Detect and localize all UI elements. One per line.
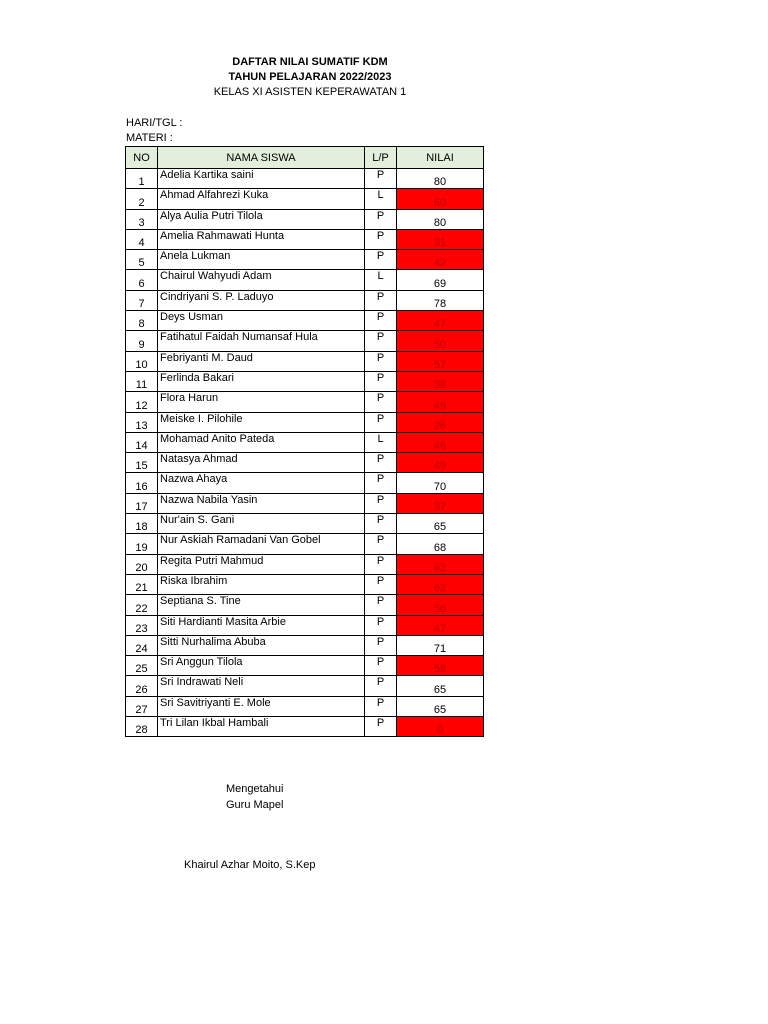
- student-score: 50: [397, 331, 484, 351]
- column-header-name: NAMA SISWA: [158, 147, 365, 169]
- student-score: 69: [397, 270, 484, 290]
- student-score: 0: [397, 717, 484, 737]
- student-name: Nazwa Ahaya: [158, 473, 365, 493]
- student-name: Cindriyani S. P. Laduyo: [158, 290, 365, 310]
- student-gender: P: [365, 311, 397, 331]
- row-number: 27: [126, 696, 158, 716]
- table-row: [126, 656, 484, 676]
- table-row: [126, 473, 484, 493]
- class-name: KELAS XI ASISTEN KEPERAWATAN 1: [213, 86, 407, 98]
- student-name: Sri Anggun Tilola: [158, 656, 365, 676]
- teacher-name: Khairul Azhar Moito, S.Kep: [184, 859, 316, 871]
- student-name: Septiana S. Tine: [158, 595, 365, 615]
- student-gender: P: [365, 635, 397, 655]
- grades-table: [125, 146, 484, 737]
- row-number: 19: [126, 534, 158, 554]
- student-score: 49: [397, 453, 484, 473]
- table-row: [126, 229, 484, 249]
- student-gender: L: [365, 189, 397, 209]
- row-number: 23: [126, 615, 158, 635]
- student-name: Mohamad Anito Pateda: [158, 432, 365, 452]
- student-name: Fatihatul Faidah Numansaf Hula: [158, 331, 365, 351]
- student-gender: P: [365, 574, 397, 594]
- student-score: 80: [397, 209, 484, 229]
- student-name: Anela Lukman: [158, 250, 365, 270]
- student-name: Ferlinda Bakari: [158, 371, 365, 391]
- student-score: 65: [397, 696, 484, 716]
- table-header-row: [126, 147, 484, 169]
- row-number: 7: [126, 290, 158, 310]
- student-score: 71: [397, 635, 484, 655]
- student-gender: P: [365, 717, 397, 737]
- student-gender: P: [365, 412, 397, 432]
- row-number: 15: [126, 453, 158, 473]
- table-row: [126, 615, 484, 635]
- student-name: Siti Hardianti Masita Arbie: [158, 615, 365, 635]
- student-name: Nazwa Nabila Yasin: [158, 493, 365, 513]
- subject-label: MATERI :: [126, 132, 173, 144]
- student-score: 47: [397, 311, 484, 331]
- student-gender: P: [365, 615, 397, 635]
- student-score: 46: [397, 432, 484, 452]
- table-row: [126, 331, 484, 351]
- student-name: Natasya Ahmad: [158, 453, 365, 473]
- table-row: [126, 635, 484, 655]
- student-name: Alya Aulia Putri Tilola: [158, 209, 365, 229]
- row-number: 16: [126, 473, 158, 493]
- student-name: Sri Indrawati Neli: [158, 676, 365, 696]
- student-name: Flora Harun: [158, 392, 365, 412]
- student-name: Amelia Rahmawati Hunta: [158, 229, 365, 249]
- student-score: 60: [397, 189, 484, 209]
- row-number: 17: [126, 493, 158, 513]
- row-number: 12: [126, 392, 158, 412]
- table-row: [126, 351, 484, 371]
- table-row: [126, 392, 484, 412]
- student-name: Chairul Wahyudi Adam: [158, 270, 365, 290]
- row-number: 26: [126, 676, 158, 696]
- row-number: 1: [126, 169, 158, 189]
- student-score: 65: [397, 676, 484, 696]
- student-score: 38: [397, 371, 484, 391]
- student-name: Ahmad Alfahrezi Kuka: [158, 189, 365, 209]
- student-gender: P: [365, 534, 397, 554]
- table-row: [126, 189, 484, 209]
- student-name: Regita Putri Mahmud: [158, 554, 365, 574]
- student-name: Tri Lilan Ikbal Hambali: [158, 717, 365, 737]
- row-number: 3: [126, 209, 158, 229]
- row-number: 28: [126, 717, 158, 737]
- table-row: [126, 453, 484, 473]
- table-row: [126, 554, 484, 574]
- student-gender: P: [365, 473, 397, 493]
- row-number: 21: [126, 574, 158, 594]
- student-gender: P: [365, 514, 397, 534]
- document-title: DAFTAR NILAI SUMATIF KDM: [232, 56, 388, 68]
- student-gender: P: [365, 371, 397, 391]
- row-number: 2: [126, 189, 158, 209]
- student-gender: P: [365, 331, 397, 351]
- student-score: 49: [397, 392, 484, 412]
- row-number: 10: [126, 351, 158, 371]
- row-number: 9: [126, 331, 158, 351]
- row-number: 13: [126, 412, 158, 432]
- student-name: Sri Savitriyanti E. Mole: [158, 696, 365, 716]
- student-gender: P: [365, 250, 397, 270]
- row-number: 24: [126, 635, 158, 655]
- student-score: 65: [397, 514, 484, 534]
- student-gender: P: [365, 696, 397, 716]
- student-gender: P: [365, 595, 397, 615]
- student-gender: P: [365, 453, 397, 473]
- table-row: [126, 209, 484, 229]
- row-number: 14: [126, 432, 158, 452]
- student-gender: P: [365, 392, 397, 412]
- table-row: [126, 574, 484, 594]
- student-gender: L: [365, 270, 397, 290]
- student-gender: P: [365, 351, 397, 371]
- student-score: 57: [397, 351, 484, 371]
- student-score: 62: [397, 574, 484, 594]
- student-score: 37: [397, 493, 484, 513]
- student-score: 78: [397, 290, 484, 310]
- row-number: 20: [126, 554, 158, 574]
- student-name: Adelia Kartika saini: [158, 169, 365, 189]
- table-row: [126, 493, 484, 513]
- academic-year: TAHUN PELAJARAN 2022/2023: [228, 71, 392, 83]
- row-number: 18: [126, 514, 158, 534]
- student-gender: P: [365, 554, 397, 574]
- table-row: [126, 311, 484, 331]
- student-gender: P: [365, 493, 397, 513]
- teacher-role: Guru Mapel: [226, 799, 284, 811]
- row-number: 6: [126, 270, 158, 290]
- table-row: [126, 412, 484, 432]
- student-score: 47: [397, 615, 484, 635]
- table-row: [126, 717, 484, 737]
- acknowledge-label: Mengetahui: [226, 783, 284, 795]
- table-row: [126, 250, 484, 270]
- table-row: [126, 595, 484, 615]
- table-row: [126, 514, 484, 534]
- student-name: Riska Ibrahim: [158, 574, 365, 594]
- student-name: Sitti Nurhalima Abuba: [158, 635, 365, 655]
- student-gender: P: [365, 209, 397, 229]
- student-name: Meiske I. Pilohile: [158, 412, 365, 432]
- column-header-score: NILAI: [397, 147, 484, 169]
- table-row: [126, 290, 484, 310]
- table-row: [126, 676, 484, 696]
- student-score: 31: [397, 229, 484, 249]
- row-number: 4: [126, 229, 158, 249]
- column-header-no: NO: [126, 147, 158, 169]
- student-gender: P: [365, 676, 397, 696]
- row-number: 5: [126, 250, 158, 270]
- student-name: Nur Askiah Ramadani Van Gobel: [158, 534, 365, 554]
- student-score: 56: [397, 595, 484, 615]
- student-name: Deys Usman: [158, 311, 365, 331]
- student-name: Nur'ain S. Gani: [158, 514, 365, 534]
- student-gender: P: [365, 229, 397, 249]
- date-label: HARI/TGL :: [126, 117, 183, 129]
- student-score: 58: [397, 656, 484, 676]
- table-row: [126, 270, 484, 290]
- student-score: 42: [397, 250, 484, 270]
- table-row: [126, 432, 484, 452]
- column-header-gender: L/P: [365, 147, 397, 169]
- row-number: 11: [126, 371, 158, 391]
- table-body: [126, 169, 484, 737]
- table-row: [126, 371, 484, 391]
- row-number: 8: [126, 311, 158, 331]
- table-row: [126, 534, 484, 554]
- student-gender: L: [365, 432, 397, 452]
- student-gender: P: [365, 656, 397, 676]
- table-row: [126, 169, 484, 189]
- student-score: 62: [397, 554, 484, 574]
- student-score: 68: [397, 534, 484, 554]
- student-score: 80: [397, 169, 484, 189]
- student-gender: P: [365, 290, 397, 310]
- row-number: 25: [126, 656, 158, 676]
- student-gender: P: [365, 169, 397, 189]
- student-score: 70: [397, 473, 484, 493]
- table-row: [126, 696, 484, 716]
- student-name: Febriyanti M. Daud: [158, 351, 365, 371]
- row-number: 22: [126, 595, 158, 615]
- student-score: 26: [397, 412, 484, 432]
